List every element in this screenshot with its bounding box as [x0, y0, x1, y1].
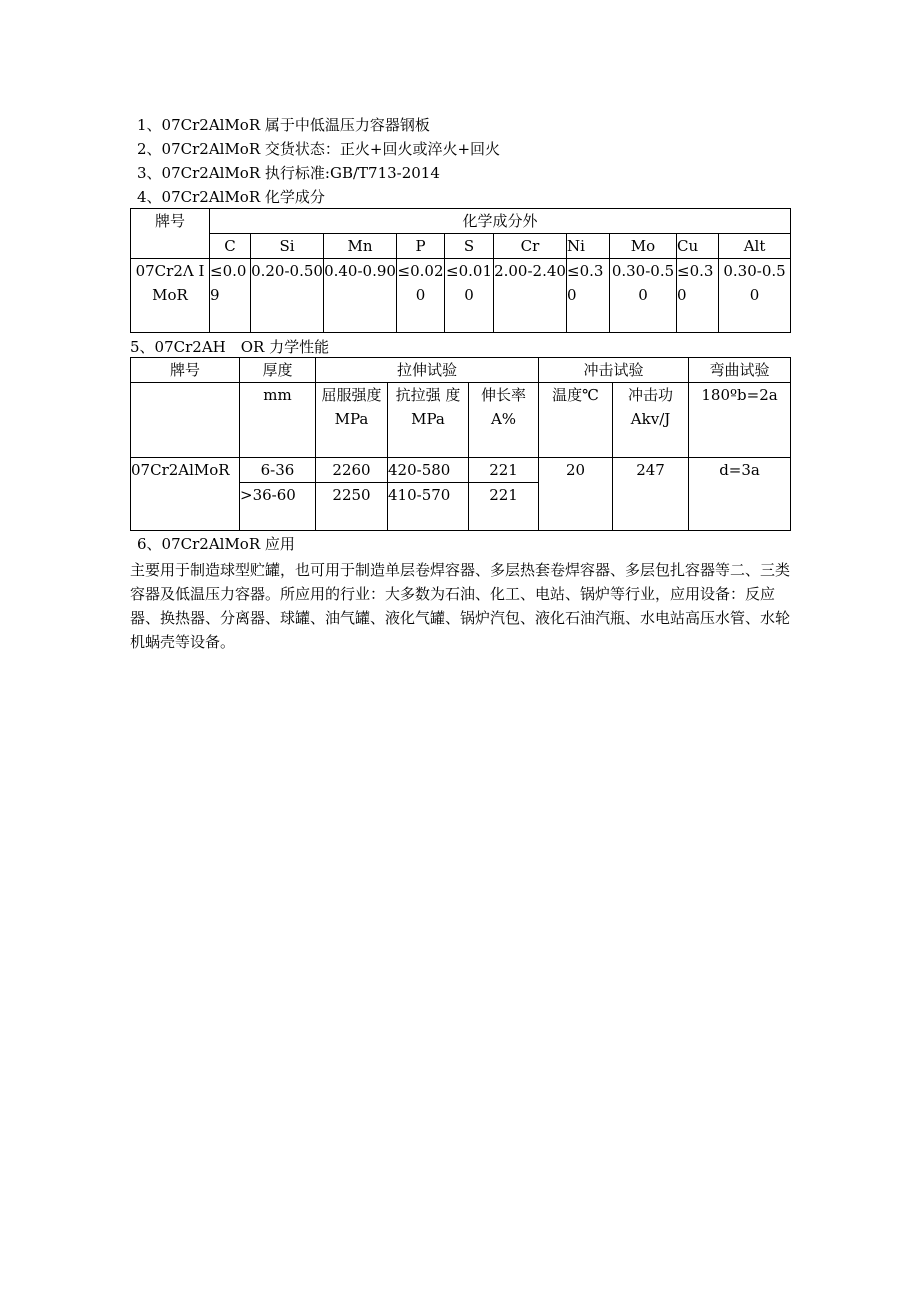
item-3-standard: 3、07Cr2AlMoR 执行标准:GB/T713-2014 [137, 164, 440, 182]
impact-header: 冲击试验 [539, 358, 689, 383]
item-6-application-heading: 6、07Cr2AlMoR 应用 [137, 535, 295, 553]
chem-value: 2.00-2.40 [494, 259, 567, 333]
chem-value: ≤0.30 [677, 259, 719, 333]
element-header: C [210, 234, 251, 259]
item-5-mechanical-heading: 5、07Cr2AH OR 力学性能 [130, 338, 330, 356]
elongation-value: 221 [469, 483, 539, 531]
chem-grade: 07Cr2Λ IMoR [131, 259, 210, 333]
item-4-chemical-heading: 4、07Cr2AlMoR 化学成分 [137, 188, 325, 206]
element-header: Mn [324, 234, 397, 259]
mech-grade-spacer [131, 383, 240, 458]
chem-group-header: 化学成分外 [210, 209, 791, 234]
mech-grade: 07Cr2AlMoR [131, 458, 240, 531]
element-header: Mo [610, 234, 677, 259]
elongation-header: 伸长率 A% [469, 383, 539, 458]
temperature-value: 20 [539, 458, 613, 531]
tensile-value: 420-580 [388, 458, 469, 483]
bend-value: d=3a [689, 458, 791, 531]
impact-energy-value: 247 [613, 458, 689, 531]
tensile-header: 拉伸试验 [316, 358, 539, 383]
element-header: Ni [567, 234, 610, 259]
thickness-value: 6-36 [240, 458, 316, 483]
chem-value: ≤0.09 [210, 259, 251, 333]
temperature-header: 温度℃ [539, 383, 613, 458]
chem-value: 0.30-0.50 [719, 259, 791, 333]
chem-value: ≤0.010 [445, 259, 494, 333]
thickness-unit: mm [240, 383, 316, 458]
impact-energy-header: 冲击功 Akv/J [613, 383, 689, 458]
item-1-classification: 1、07Cr2AlMoR 属于中低温压力容器钢板 [137, 116, 430, 134]
bend-header: 弯曲试验 [689, 358, 791, 383]
chem-value: 0.30-0.50 [610, 259, 677, 333]
item-2-delivery-state: 2、07Cr2AlMoR 交货状态：正火+回火或淬火+回火 [137, 140, 501, 158]
element-header: Cu [677, 234, 719, 259]
tensile-value: 410-570 [388, 483, 469, 531]
element-header: S [445, 234, 494, 259]
chem-value: ≤0.020 [397, 259, 445, 333]
tensile-strength-header: 抗拉强 度 MPa [388, 383, 469, 458]
chem-value: 0.20-0.50 [251, 259, 324, 333]
element-header: Si [251, 234, 324, 259]
mech-grade-header: 牌号 [131, 358, 240, 383]
thickness-value: >36-60 [240, 483, 316, 531]
element-header: Cr [494, 234, 567, 259]
mechanical-properties-table [130, 357, 791, 531]
yield-header: 屈服强度 MPa [316, 383, 388, 458]
application-paragraph: 主要用于制造球型贮罐，也可用于制造单层卷焊容器、多层热套卷焊容器、多层包扎容器等二、三类容器及低温压力容器。所应用的行业：大多数为石油、化工、电站、锅炉等行业，应用设备：反应器、换热器、分离器、球罐、油气罐、液化气罐、锅炉汽包、液化石油汽瓶、水电站高压水管、水轮机蜗壳等设备。 [130, 561, 791, 651]
yield-value: 2250 [316, 483, 388, 531]
bend-sub-header: 180ºb=2a [689, 383, 791, 458]
element-header: Alt [719, 234, 791, 259]
element-header: P [397, 234, 445, 259]
chem-value: 0.40-0.90 [324, 259, 397, 333]
chem-grade-header: 牌号 [131, 209, 210, 259]
yield-value: 2260 [316, 458, 388, 483]
chem-value: ≤0.30 [567, 259, 610, 333]
elongation-value: 221 [469, 458, 539, 483]
chemical-composition-table [130, 208, 791, 333]
thickness-header: 厚度 [240, 358, 316, 383]
